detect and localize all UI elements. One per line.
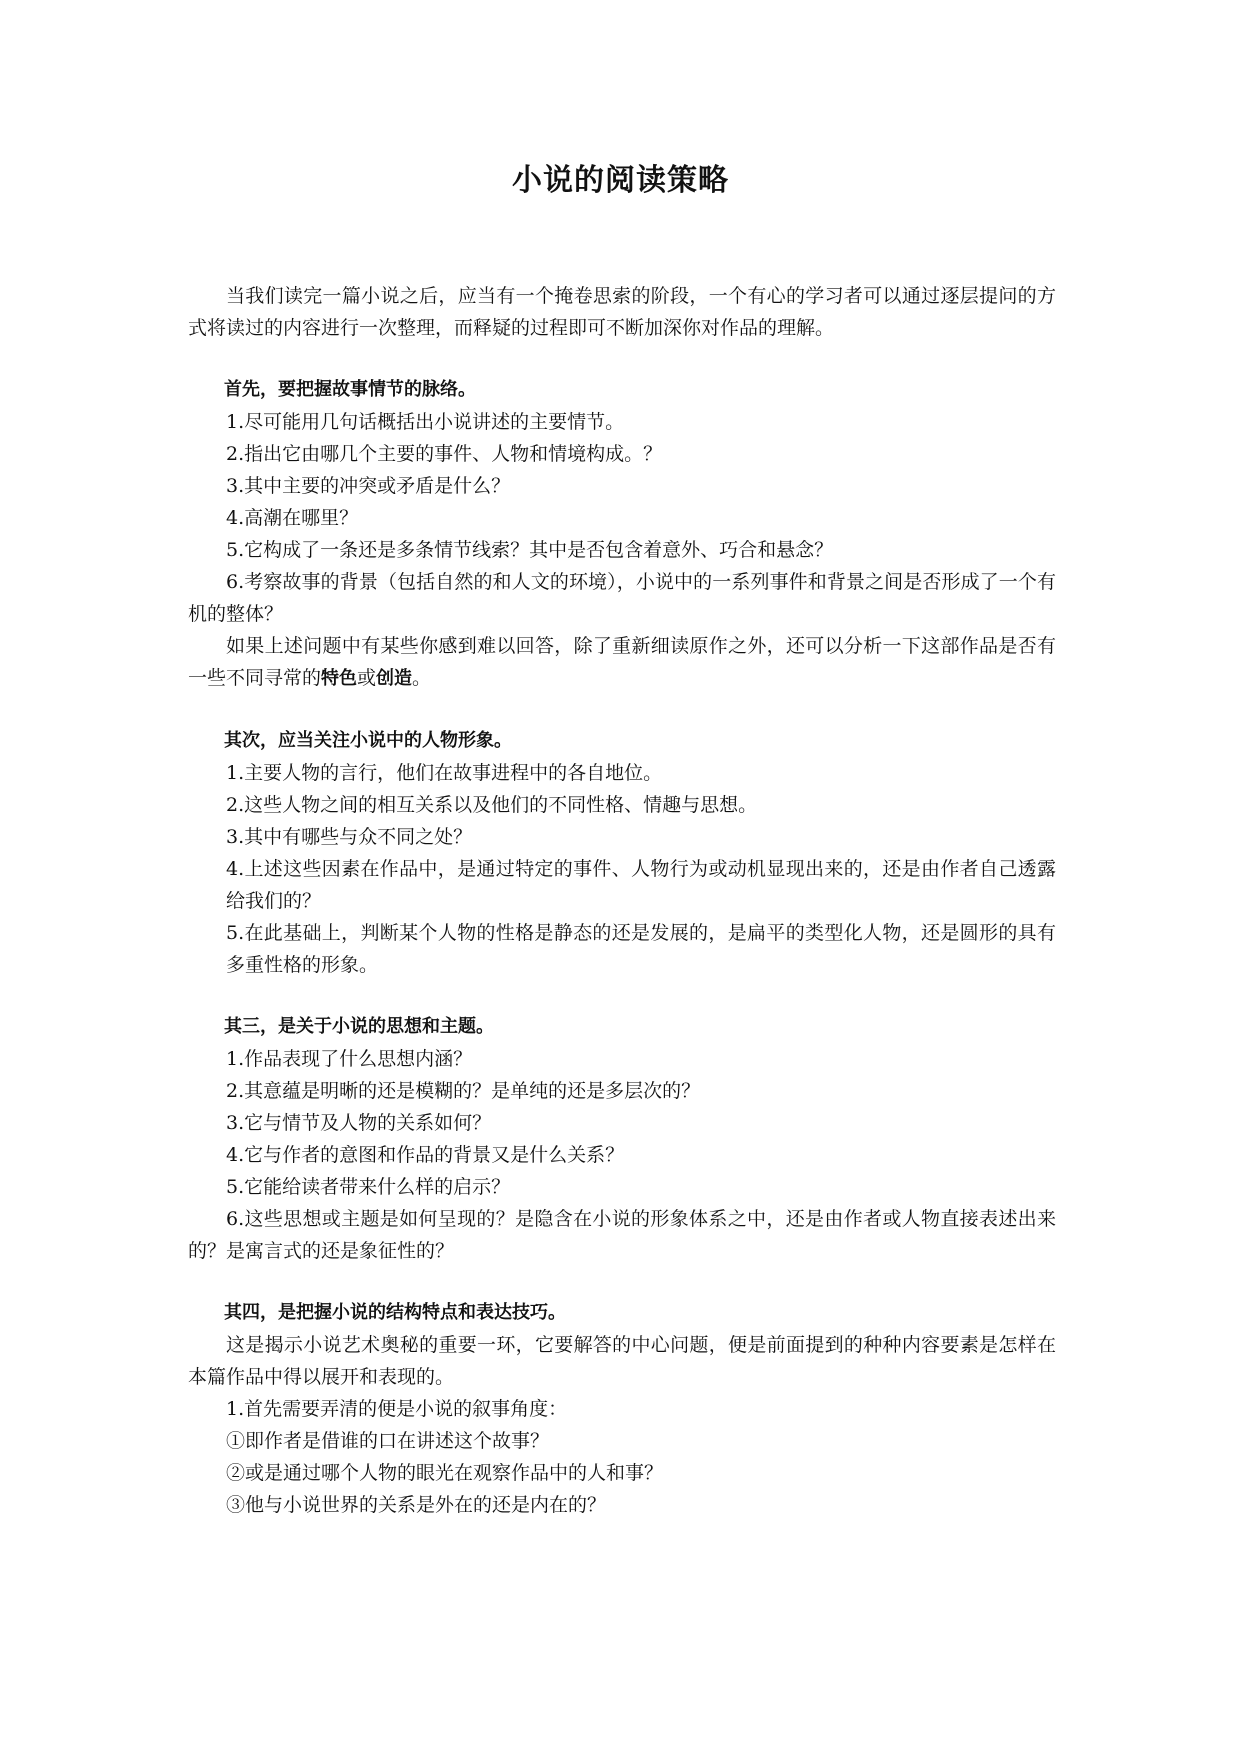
section-plot: [188, 374, 1056, 695]
note-text: 如果上述问题中有某些你感到难以回答，除了重新细读原作之外，还可以分析一下这部作品是否有一些不同寻常的: [188, 635, 1056, 689]
list-item: 3.其中主要的冲突或矛盾是什么？: [226, 475, 511, 497]
section-heading: 其次，应当关注小说中的人物形象。: [224, 730, 512, 751]
section-paragraph: 这是揭示小说艺术奥秘的重要一环，它要解答的中心问题，便是前面提到的种种内容要素是怎样在本篇作品中得以展开和表现的。: [188, 1334, 1056, 1388]
list-item: ①即作者是借谁的口在讲述这个故事？: [226, 1430, 550, 1452]
list-item: 2.这些人物之间的相互关系以及他们的不同性格、情趣与思想。: [226, 794, 758, 816]
note-text: 。: [412, 667, 432, 689]
list-item: ②或是通过哪个人物的眼光在观察作品中的人和事？: [226, 1462, 664, 1484]
section-characters: [188, 725, 1056, 981]
list-item: 4.高潮在哪里？: [226, 507, 359, 529]
list-item: 4.上述这些因素在作品中，是通过特定的事件、人物行为或动机显现出来的，还是由作者自己透露给我们的？: [226, 858, 1056, 912]
page-title: 小说的阅读策略: [512, 163, 729, 198]
list-item: 1.尽可能用几句话概括出小说讲述的主要情节。: [226, 411, 625, 433]
section-note: [188, 630, 1056, 695]
intro-paragraph: 当我们读完一篇小说之后，应当有一个掩卷思索的阶段，一个有心的学习者可以通过逐层提问的方式将读过的内容进行一次整理，而释疑的过程即可不断加深你对作品的理解。: [188, 285, 1056, 339]
document-body: [188, 280, 1056, 1521]
list-item: 3.其中有哪些与众不同之处？: [226, 826, 473, 848]
list-item: 6.考察故事的背景（包括自然的和人文的环境），小说中的一系列事件和背景之间是否形成了一个有机的整体？: [188, 571, 1056, 625]
list-item: 6.这些思想或主题是如何呈现的？是隐含在小说的形象体系之中，还是由作者或人物直接表述出来的？是寓言式的还是象征性的？: [188, 1208, 1056, 1262]
list-item: 4.它与作者的意图和作品的背景又是什么关系？: [226, 1144, 625, 1166]
note-emphasis-creation: 创造: [376, 668, 413, 689]
list-item: 1.首先需要弄清的便是小说的叙事角度：: [226, 1398, 568, 1420]
section-heading: 其三，是关于小说的思想和主题。: [224, 1016, 494, 1037]
section-heading: 首先，要把握故事情节的脉络。: [224, 379, 476, 400]
section-theme: [188, 1011, 1056, 1267]
section-structure: [188, 1297, 1056, 1521]
list-item: 2.指出它由哪几个主要的事件、人物和情境构成。？: [226, 443, 663, 465]
list-item: 1.作品表现了什么思想内涵？: [226, 1048, 473, 1070]
note-emphasis-feature: 特色: [321, 668, 358, 689]
list-item: 5.它构成了一条还是多条情节线索？其中是否包含着意外、巧合和悬念？: [226, 539, 834, 561]
list-item: 5.它能给读者带来什么样的启示？: [226, 1176, 511, 1198]
list-item: 5.在此基础上，判断某个人物的性格是静态的还是发展的，是扁平的类型化人物，还是圆形的具有多重性格的形象。: [226, 922, 1056, 976]
list-item: 3.它与情节及人物的关系如何？: [226, 1112, 492, 1134]
section-heading: 其四，是把握小说的结构特点和表达技巧。: [224, 1302, 566, 1323]
list-item: ③他与小说世界的关系是外在的还是内在的？: [226, 1494, 607, 1516]
list-item: 2.其意蕴是明晰的还是模糊的？是单纯的还是多层次的？: [226, 1080, 701, 1102]
note-text: 或: [357, 667, 377, 689]
list-item: 1.主要人物的言行，他们在故事进程中的各自地位。: [226, 762, 663, 784]
